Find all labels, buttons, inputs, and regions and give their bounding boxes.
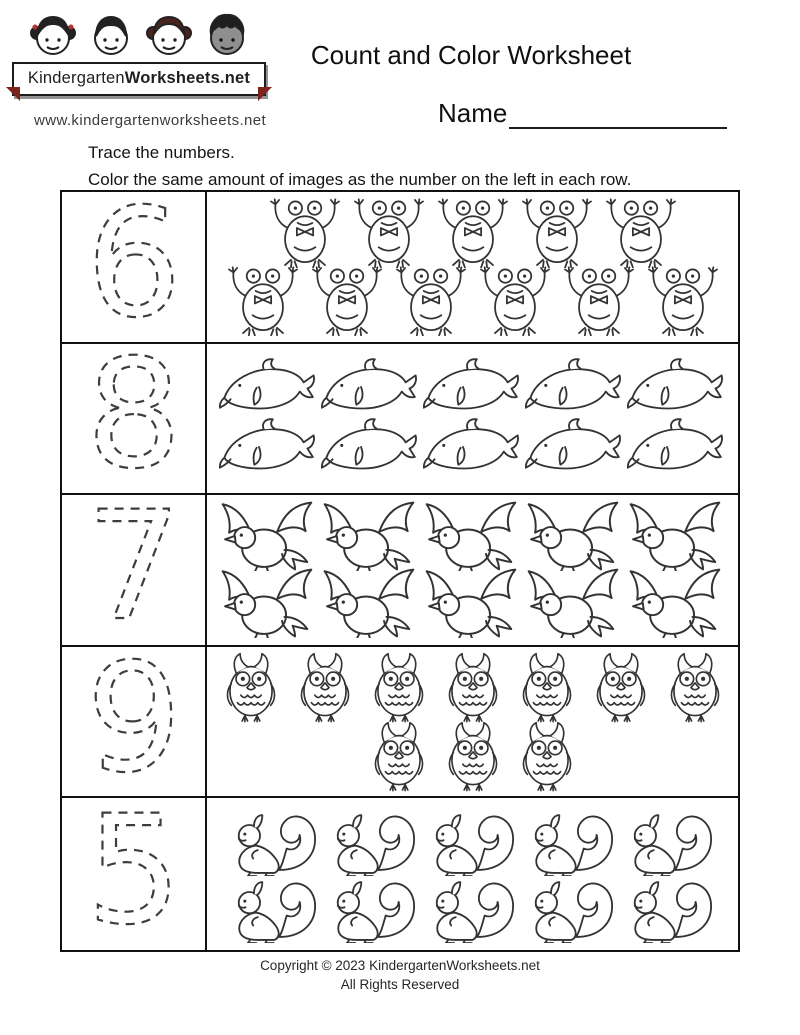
- dolphin-icon: [525, 357, 625, 420]
- animal-row-bottom: [209, 265, 736, 336]
- owl-icon: [437, 651, 509, 723]
- animal-row-bottom: [209, 720, 736, 792]
- owl-icon: [437, 720, 509, 792]
- bird-icon: [321, 568, 421, 638]
- worksheet-row: [62, 192, 738, 344]
- svg-text:7: 7: [85, 498, 182, 641]
- frog-icon: [474, 265, 556, 336]
- name-label: Name: [438, 98, 508, 128]
- bird-icon: [423, 568, 523, 638]
- animal-images-cell: [207, 647, 738, 797]
- trace-number-cell: [62, 495, 207, 645]
- squirrel-icon: [622, 873, 719, 943]
- animal-row-top: [209, 501, 736, 571]
- animal-images-cell: [207, 344, 738, 494]
- animal-row-top: [209, 197, 736, 268]
- bird-icon: [321, 501, 421, 571]
- trace-number-cell: [62, 798, 207, 950]
- instruction-line-2: Color the same amount of images as the number on the left in each row.: [88, 170, 632, 189]
- svg-text:6: 6: [85, 195, 182, 338]
- dolphin-icon: [219, 417, 319, 480]
- trace-number-cell: [62, 192, 207, 342]
- bird-icon: [219, 568, 319, 638]
- squirrel-icon: [523, 873, 620, 943]
- bird-icon: [423, 501, 523, 571]
- website-url: www.kindergartenworksheets.net: [34, 112, 267, 129]
- instruction-line-1: Trace the numbers.: [88, 143, 235, 162]
- owl-icon: [511, 720, 583, 792]
- worksheet-row: [62, 495, 738, 647]
- animal-row-bottom: [209, 568, 736, 638]
- dolphin-icon: [525, 417, 625, 480]
- frog-icon: [432, 197, 514, 268]
- footer: [0, 956, 800, 994]
- dolphin-icon: [321, 357, 421, 420]
- dolphin-icon: [627, 417, 727, 480]
- copyright-line: Copyright © 2023 KindergartenWorksheets.net: [260, 958, 540, 973]
- squirrel-icon: [523, 806, 620, 876]
- frog-icon: [558, 265, 640, 336]
- svg-text:8: 8: [85, 347, 182, 490]
- bird-icon: [525, 568, 625, 638]
- squirrel-icon: [424, 873, 521, 943]
- dolphin-icon: [423, 357, 523, 420]
- worksheet-row: [62, 798, 738, 950]
- owl-icon: [289, 651, 361, 723]
- frog-icon: [264, 197, 346, 268]
- frog-icon: [600, 197, 682, 268]
- trace-number-cell: [62, 647, 207, 797]
- owl-icon: [363, 651, 435, 723]
- frog-icon: [306, 265, 388, 336]
- rights-line: All Rights Reserved: [340, 977, 460, 992]
- animal-images-cell: [207, 798, 738, 950]
- svg-text:9: 9: [85, 650, 182, 793]
- frog-icon: [516, 197, 598, 268]
- trace-number: [83, 803, 185, 945]
- trace-number: [83, 196, 185, 338]
- dolphin-icon: [423, 417, 523, 480]
- worksheet-row: [62, 647, 738, 799]
- worksheet-row: [62, 344, 738, 496]
- squirrel-icon: [226, 806, 323, 876]
- name-blank-line: [509, 99, 727, 129]
- animal-row-top: [209, 806, 736, 876]
- name-field: [438, 98, 727, 129]
- animal-images-cell: [207, 495, 738, 645]
- trace-number: [83, 651, 185, 793]
- squirrel-icon: [325, 806, 422, 876]
- frog-icon: [390, 265, 472, 336]
- children-faces-icon: [21, 6, 257, 64]
- squirrel-icon: [226, 873, 323, 943]
- dolphin-icon: [321, 417, 421, 480]
- site-logo: [12, 6, 266, 96]
- page-title: Count and Color Worksheet: [310, 40, 632, 70]
- owl-icon: [585, 651, 657, 723]
- frog-icon: [642, 265, 724, 336]
- dolphin-icon: [219, 357, 319, 420]
- animal-images-cell: [207, 192, 738, 342]
- bird-icon: [627, 501, 727, 571]
- trace-number-cell: [62, 344, 207, 494]
- animal-row-top: [209, 651, 736, 723]
- owl-icon: [659, 651, 731, 723]
- worksheet-table: [60, 190, 740, 952]
- instructions: [88, 139, 631, 193]
- dolphin-icon: [627, 357, 727, 420]
- logo-text-regular: Kindergarten: [27, 69, 125, 87]
- animal-row-bottom: [209, 873, 736, 943]
- bird-icon: [525, 501, 625, 571]
- logo-text-bold: Worksheets.net: [124, 69, 251, 87]
- animal-row-top: [209, 357, 736, 420]
- bird-icon: [219, 501, 319, 571]
- frog-icon: [222, 265, 304, 336]
- frog-icon: [348, 197, 430, 268]
- owl-icon: [215, 651, 287, 723]
- owl-icon: [363, 720, 435, 792]
- squirrel-icon: [424, 806, 521, 876]
- animal-row-bottom: [209, 417, 736, 480]
- trace-number: [83, 347, 185, 489]
- svg-text:5: 5: [85, 803, 182, 946]
- squirrel-icon: [325, 873, 422, 943]
- trace-number: [83, 499, 185, 641]
- bird-icon: [627, 568, 727, 638]
- logo-banner: [12, 62, 266, 96]
- owl-icon: [511, 651, 583, 723]
- squirrel-icon: [622, 806, 719, 876]
